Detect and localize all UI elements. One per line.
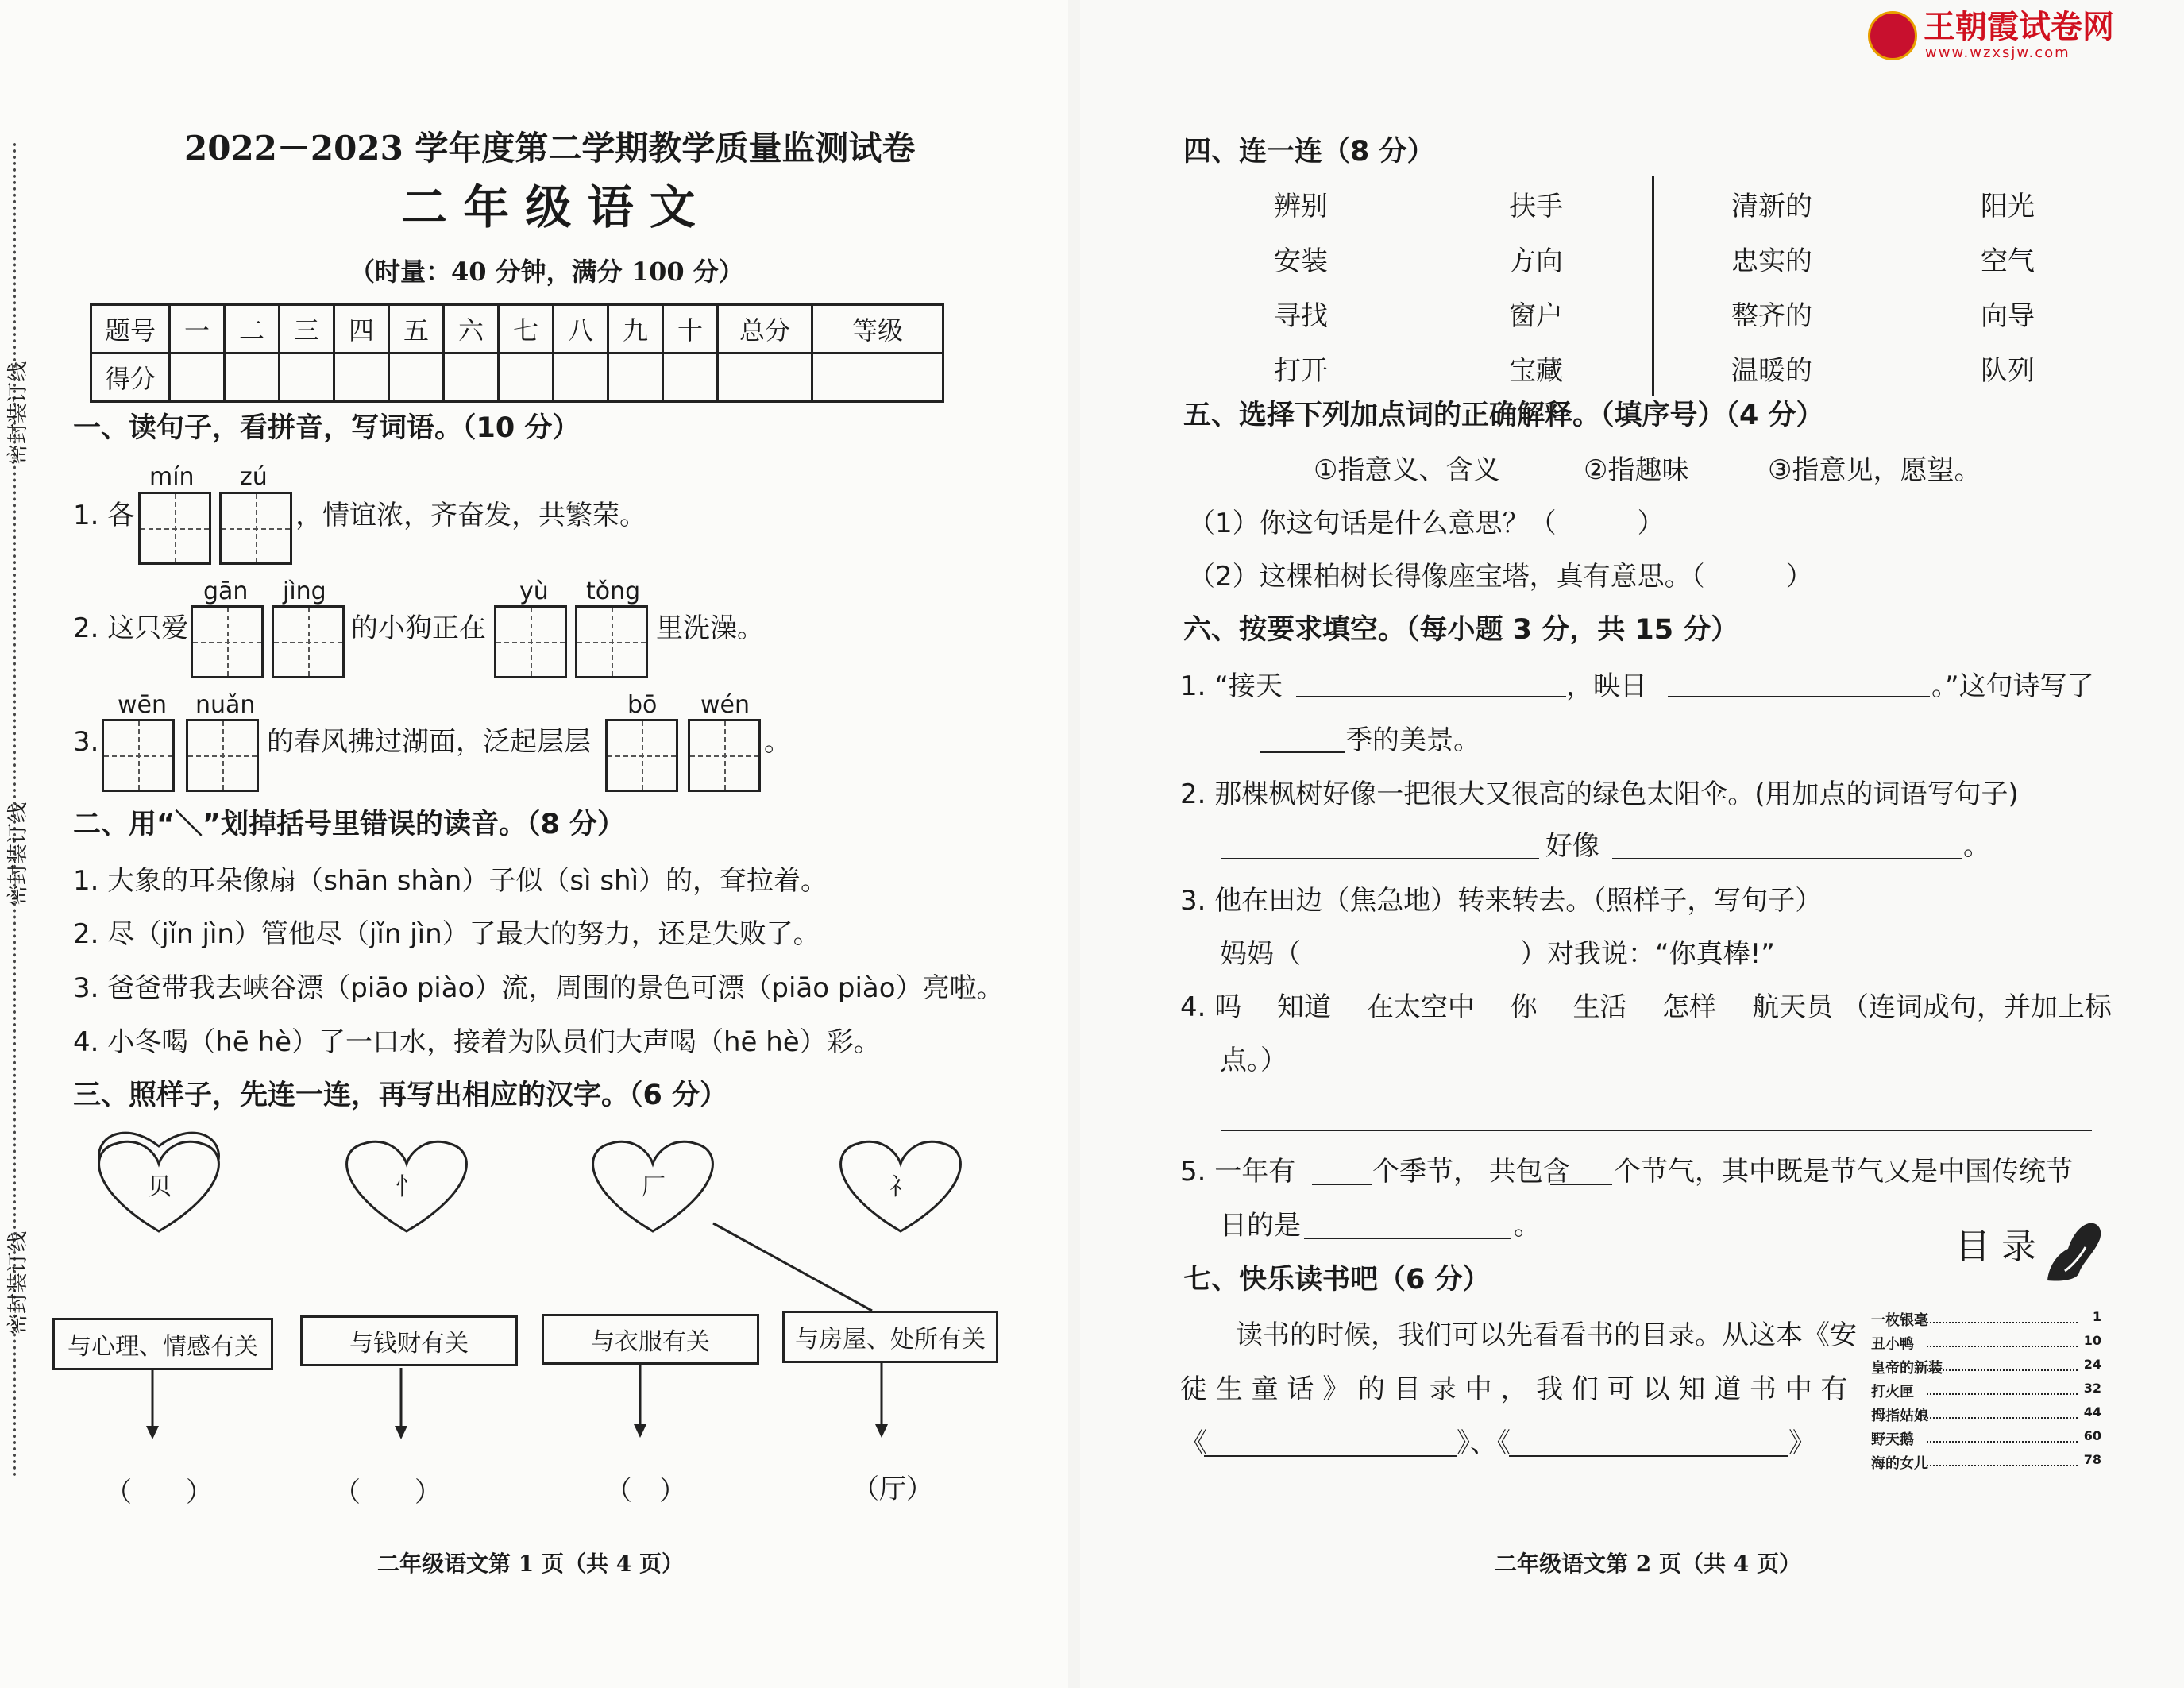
- watermark-logo: [1868, 11, 1917, 60]
- category-box[interactable]: 与房屋、处所有关: [782, 1311, 998, 1363]
- question-text: 个季节， 共包含: [1372, 1156, 1570, 1188]
- question-item: 1. 大象的耳朵像扇（shān shàn）子似（sì shì）的，耷拉着。: [73, 865, 828, 897]
- toc-entry-page: 44: [2083, 1404, 2101, 1420]
- exam-time-info: （时量：40 分钟，满分 100 分）: [349, 257, 744, 287]
- score-cell[interactable]: [812, 353, 943, 402]
- binding-label-mid: 密封装订线: [6, 802, 30, 906]
- score-header-cell: 四: [334, 305, 389, 353]
- toc-entry[interactable]: [1871, 1357, 2101, 1381]
- toc-entry-title: 皇帝的新装: [1871, 1360, 1943, 1377]
- answer-line[interactable]: [1260, 751, 1345, 753]
- answer-line[interactable]: [1509, 1455, 1788, 1457]
- pinyin: mín: [149, 463, 195, 491]
- toc-entry[interactable]: [1871, 1428, 2101, 1452]
- match-word[interactable]: 安装: [1274, 245, 1328, 277]
- writing-grid[interactable]: [186, 719, 259, 792]
- sentence-text: 的小狗正在: [351, 612, 486, 644]
- question-text: 。: [1963, 830, 1990, 862]
- answer-line[interactable]: [1612, 858, 1962, 859]
- toc-title: 目 录: [1955, 1226, 2036, 1267]
- answer-line[interactable]: [1204, 1455, 1457, 1457]
- reading-paragraph: 读书的时候，我们可以先看看书的目录。从这本《安: [1236, 1319, 1857, 1351]
- sentence-text: 的春风拂过湖面，泛起层层: [267, 726, 591, 758]
- toc-entry[interactable]: [1871, 1404, 2101, 1428]
- writing-grid[interactable]: [272, 605, 345, 678]
- category-box[interactable]: 与钱财有关: [300, 1315, 518, 1366]
- question-text: 5. 一年有: [1180, 1156, 1296, 1188]
- score-header-cell: 五: [389, 305, 444, 353]
- match-word[interactable]: 寻找: [1274, 300, 1328, 332]
- question-text: 妈妈（: [1220, 938, 1301, 970]
- section-7-title: 七、快乐读书吧（6 分）: [1183, 1264, 1491, 1296]
- category-box[interactable]: 与心理、情感有关: [52, 1318, 273, 1370]
- question-text: 。: [1514, 1210, 1541, 1242]
- reading-paragraph: 》、《: [1457, 1427, 1511, 1459]
- match-word[interactable]: 忠实的: [1731, 245, 1812, 277]
- toc-entry[interactable]: [1871, 1333, 2101, 1357]
- match-word[interactable]: 辨别: [1274, 191, 1328, 222]
- question-text: 3. 他在田边（焦急地）转来转去。（照样子，写句子）: [1180, 885, 1823, 917]
- score-header-cell: 六: [444, 305, 499, 353]
- score-table-header: [91, 305, 943, 353]
- example-connect-line: [713, 1223, 872, 1311]
- writing-grid[interactable]: [575, 605, 648, 678]
- match-word[interactable]: 打开: [1274, 355, 1328, 387]
- option: ③指意见，愿望。: [1768, 454, 1981, 486]
- writing-grid[interactable]: [605, 719, 678, 792]
- heart-radical: 贝: [148, 1173, 172, 1201]
- writing-grid[interactable]: [138, 492, 211, 565]
- option: ②指趣味: [1584, 454, 1689, 486]
- boot-icon: [2033, 1215, 2106, 1288]
- section-3-title: 三、照样子，先连一连，再写出相应的汉字。（6 分）: [73, 1080, 728, 1111]
- category-box[interactable]: 与衣服有关: [542, 1314, 759, 1365]
- section-5-title: 五、选择下列加点词的正确解释。（填序号）（4 分）: [1183, 400, 1824, 431]
- question-item: 3. 爸爸带我去峡谷漂（piāo piào）流，周围的景色可漂（piāo piào）亮啦。: [73, 972, 1004, 1004]
- match-word[interactable]: 温暖的: [1731, 355, 1812, 387]
- match-word[interactable]: 整齐的: [1731, 300, 1812, 332]
- question-text: ）对我说：“你真棒!”: [1520, 938, 1775, 970]
- reading-paragraph: 》: [1788, 1427, 1815, 1459]
- question-text: 点。）: [1220, 1045, 1287, 1076]
- toc-entry[interactable]: [1871, 1381, 2101, 1404]
- toc-list: [1871, 1309, 2101, 1484]
- heart-radical: 礻: [889, 1173, 913, 1201]
- pinyin: bō: [627, 691, 658, 719]
- question-text: 季的美景。: [1345, 724, 1480, 756]
- score-cell[interactable]: [444, 353, 499, 402]
- answer-blank[interactable]: （ ）: [605, 1475, 686, 1507]
- writing-grid[interactable]: [102, 719, 175, 792]
- score-header-cell: 八: [554, 305, 608, 353]
- heart-radical: 厂: [642, 1173, 666, 1201]
- score-cell[interactable]: [389, 353, 444, 402]
- score-header-cell: 七: [499, 305, 554, 353]
- answer-line[interactable]: [1550, 1184, 1612, 1185]
- pinyin: gān: [203, 577, 249, 605]
- answer-blank[interactable]: （ ）: [334, 1477, 442, 1508]
- column-divider: [1652, 176, 1654, 396]
- answer-example: （厅）: [852, 1474, 933, 1505]
- score-header-cell: 等级: [812, 305, 943, 353]
- arrow-head: [875, 1424, 888, 1438]
- writing-grid[interactable]: [191, 605, 264, 678]
- toc-entry-title: 丑小鸭: [1871, 1336, 1914, 1353]
- toc-entry-page: 32: [2083, 1381, 2101, 1396]
- score-header-cell: 题号: [91, 305, 170, 353]
- question-number: 2. 这只爱: [73, 612, 189, 644]
- answer-line[interactable]: [1304, 1238, 1511, 1239]
- score-cell[interactable]: [499, 353, 554, 402]
- toc-entry-title: 野天鹅: [1871, 1431, 1914, 1448]
- exam-subject: 二 年 级 语 文: [401, 180, 696, 234]
- page-footer: 二年级语文第 1 页（共 4 页）: [377, 1551, 684, 1577]
- question-text: 。”这句诗写了: [1931, 670, 2094, 702]
- pinyin: tǒng: [586, 577, 641, 605]
- pinyin: zú: [240, 463, 268, 491]
- toc-entry[interactable]: [1871, 1452, 2101, 1476]
- pinyin: wēn: [118, 691, 168, 719]
- pinyin: nuǎn: [195, 691, 256, 719]
- match-word[interactable]: 队列: [1981, 355, 2035, 387]
- match-word[interactable]: 向导: [1981, 300, 2035, 332]
- question-text: 好像: [1545, 830, 1599, 862]
- answer-line[interactable]: [1221, 1130, 2092, 1131]
- question-item[interactable]: （2）这棵柏树长得像座宝塔，真有意思。（ ）: [1188, 561, 1813, 593]
- writing-grid[interactable]: [219, 492, 292, 565]
- toc-entry-page: 10: [2083, 1333, 2101, 1348]
- sentence-text: 里洗澡。: [656, 612, 764, 644]
- score-row-label: 得分: [91, 353, 170, 402]
- score-cell[interactable]: [663, 353, 718, 402]
- section-2-title: 二、用“＼”划掉括号里错误的读音。（8 分）: [73, 809, 626, 840]
- score-cell[interactable]: [608, 353, 663, 402]
- score-cell[interactable]: [554, 353, 608, 402]
- question-number: 3.: [73, 726, 99, 758]
- question-text: 个节气，其中既是节气又是中国传统节: [1614, 1156, 2073, 1188]
- answer-blank[interactable]: （ ）: [105, 1477, 213, 1508]
- page-footer: 二年级语文第 2 页（共 4 页）: [1495, 1551, 1801, 1577]
- score-cell[interactable]: [718, 353, 812, 402]
- score-header-cell: 二: [225, 305, 280, 353]
- answer-line[interactable]: [1296, 696, 1566, 697]
- toc-entry-title: 打火匣: [1871, 1384, 1914, 1400]
- section-4-title: 四、连一连（8 分）: [1183, 136, 1435, 168]
- toc-entry[interactable]: [1871, 1309, 2101, 1333]
- question-text: 1. “接天: [1180, 670, 1283, 702]
- exam-page-2: [1080, 0, 2184, 1688]
- sentence-text: 。: [764, 726, 791, 758]
- arrow-head: [634, 1424, 646, 1438]
- score-header-cell: 三: [280, 305, 334, 353]
- question-item: 2. 尽（jǐn jìn）管他尽（jǐn jìn）了最大的努力，还是失败了。: [73, 918, 820, 950]
- toc-entry-page: 78: [2083, 1452, 2101, 1467]
- score-cell[interactable]: [225, 353, 280, 402]
- toc-entry-page: 24: [2083, 1357, 2101, 1372]
- writing-grid[interactable]: [494, 605, 567, 678]
- answer-line[interactable]: [1312, 1184, 1372, 1185]
- section-1-title: 一、读句子，看拼音，写词语。（10 分）: [73, 412, 581, 444]
- score-header-cell: 一: [170, 305, 225, 353]
- heart-radical: 忄: [396, 1173, 419, 1201]
- pinyin: jìng: [283, 577, 326, 605]
- toc-entry-title: 一枚银毫: [1871, 1312, 1928, 1329]
- match-word[interactable]: 窗户: [1509, 300, 1563, 332]
- score-cell[interactable]: [334, 353, 389, 402]
- question-item[interactable]: （1）你这句话是什么意思？（ ）: [1188, 508, 1665, 539]
- writing-grid[interactable]: [688, 719, 761, 792]
- score-cell[interactable]: [280, 353, 334, 402]
- watermark-url: www.wzxsjw.com: [1925, 44, 2070, 61]
- option: ①指意义、含义: [1314, 454, 1500, 486]
- toc-entry-title: 海的女儿: [1871, 1455, 1928, 1472]
- answer-line[interactable]: [1221, 858, 1539, 859]
- question-text: 2. 那棵枫树好像一把很大又很高的绿色太阳伞。(用加点的词语写句子): [1180, 778, 2019, 810]
- toc-entry-page: 60: [2083, 1428, 2101, 1443]
- reading-paragraph: 《: [1180, 1427, 1207, 1459]
- reading-paragraph: 徒 生 童 话 》 的 目 录 中 ， 我 们 可 以 知 道 书 中 有: [1180, 1373, 1848, 1405]
- arrow-head: [146, 1426, 159, 1439]
- watermark-brand: 王朝霞试卷网: [1924, 9, 2114, 45]
- question-number: 1. 各: [73, 500, 135, 531]
- answer-line[interactable]: [1668, 696, 1930, 697]
- score-header-cell: 九: [608, 305, 663, 353]
- match-word[interactable]: 方向: [1509, 245, 1563, 277]
- match-word[interactable]: 宝藏: [1509, 355, 1563, 387]
- arrow-head: [395, 1426, 407, 1439]
- binding-label-bottom: 密封装订线: [6, 1230, 30, 1335]
- toc-entry-title: 拇指姑娘: [1871, 1408, 1928, 1424]
- sentence-text: ，情谊浓，齐奋发，共繁荣。: [295, 500, 646, 531]
- score-table-row: [91, 353, 943, 402]
- score-header-cell: 十: [663, 305, 718, 353]
- score-cell[interactable]: [170, 353, 225, 402]
- question-text: 日的是: [1220, 1210, 1301, 1242]
- score-header-cell: 总分: [718, 305, 812, 353]
- toc-entry-page: 1: [2092, 1309, 2101, 1324]
- score-table: [90, 303, 944, 403]
- match-word[interactable]: 阳光: [1981, 191, 2035, 222]
- match-word[interactable]: 清新的: [1731, 191, 1812, 222]
- section-6-title: 六、按要求填空。（每小题 3 分，共 15 分）: [1183, 614, 1739, 646]
- question-text: ，映日: [1566, 670, 1647, 702]
- question-text: 4. 吗 知道 在太空中 你 生活 怎样 航天员 （连词成句，并加上标: [1180, 991, 2112, 1023]
- exam-page-1: [0, 0, 1068, 1688]
- exam-title: 2022－2023 学年度第二学期教学质量监测试卷: [184, 129, 916, 168]
- binding-label-top: 密封装订线: [6, 361, 30, 465]
- match-word[interactable]: 空气: [1981, 245, 2035, 277]
- match-word[interactable]: 扶手: [1509, 191, 1563, 222]
- pinyin: wén: [700, 691, 751, 719]
- pinyin: yù: [519, 577, 549, 605]
- question-item: 4. 小冬喝（hē hè）了一口水，接着为队员们大声喝（hē hè）彩。: [73, 1026, 881, 1058]
